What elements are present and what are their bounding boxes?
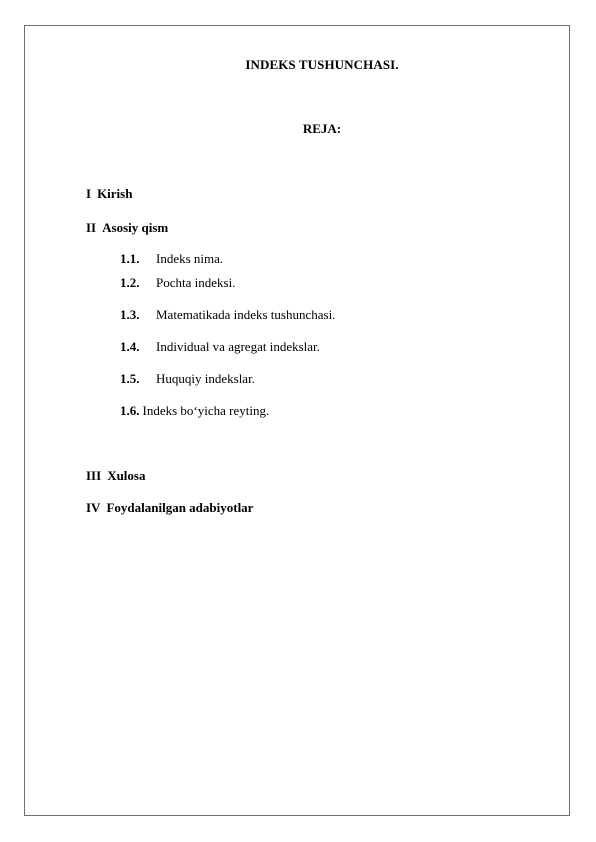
section-number: IV bbox=[86, 500, 101, 515]
subsection-label: Huquqiy indekslar. bbox=[156, 371, 255, 386]
subsection-label: Matematikada indeks tushunchasi. bbox=[156, 307, 336, 322]
subsection-item bbox=[120, 339, 320, 355]
section-number: II bbox=[86, 220, 97, 235]
section-intro bbox=[86, 186, 132, 202]
plan-heading: REJA: bbox=[302, 121, 342, 136]
subsection-item bbox=[120, 371, 255, 387]
subsection-number: 1.3. bbox=[120, 307, 140, 322]
subsection-number: 1.5. bbox=[120, 371, 140, 386]
page-border bbox=[24, 25, 570, 816]
subsection-item bbox=[120, 307, 335, 323]
subsection-number: 1.1. bbox=[120, 251, 140, 266]
section-number: I bbox=[86, 186, 92, 201]
section-label: Foydalanilgan adabiyotlar bbox=[106, 500, 254, 515]
document-title: INDEKS TUSHUNCHASI. bbox=[245, 57, 399, 72]
subsection-label: Indeks nima. bbox=[156, 251, 224, 266]
subsection-label: Pochta indeksi. bbox=[156, 275, 236, 290]
section-main bbox=[86, 220, 168, 236]
subsection-number: 1.6. bbox=[120, 403, 140, 418]
subsection-label: Indeks bo‘yicha reyting. bbox=[142, 403, 270, 418]
subsection-item bbox=[120, 403, 269, 419]
subsection-number: 1.2. bbox=[120, 275, 140, 290]
section-conclusion bbox=[86, 468, 145, 484]
section-label: Asosiy qism bbox=[102, 220, 169, 235]
section-label: Kirish bbox=[97, 186, 133, 201]
subsection-item bbox=[120, 251, 223, 267]
section-label: Xulosa bbox=[107, 468, 146, 483]
subsection-label: Individual va agregat indekslar. bbox=[156, 339, 320, 354]
subsection-item bbox=[120, 275, 235, 291]
section-number: III bbox=[86, 468, 102, 483]
section-references bbox=[86, 500, 253, 516]
subsection-number: 1.4. bbox=[120, 339, 140, 354]
